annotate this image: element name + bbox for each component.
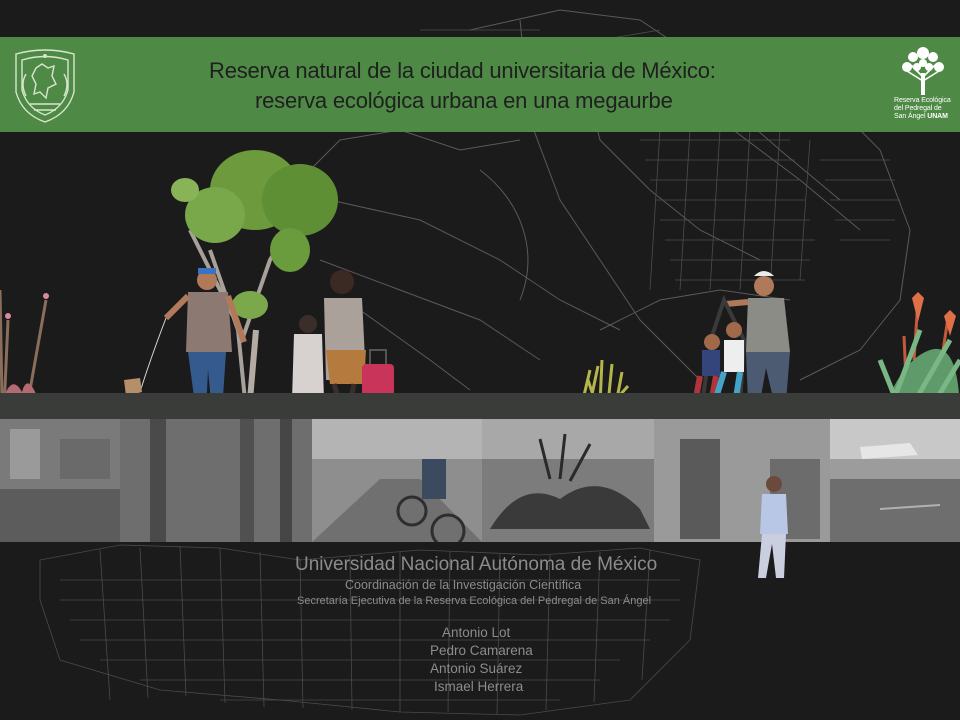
institution-name: Universidad Nacional Autónoma de México: [295, 554, 658, 575]
title-block: [209, 56, 829, 116]
reserve-logo: [892, 43, 954, 129]
unam-seal-icon: [8, 44, 82, 126]
reserve-logo-line-3-prefix: San Ángel: [894, 113, 928, 120]
tree-icon: [895, 43, 951, 97]
title-line-1: Reserva natural de la ciudad universitaria de México:: [209, 58, 716, 83]
reserve-logo-line-3: [894, 113, 954, 121]
woman-walking-figure: [740, 474, 800, 584]
agave-plant-left: [0, 290, 56, 410]
secretariat-name: Secretaría Ejecutiva de la Reserva Ecológica del Pedregal de San Ángel: [297, 595, 652, 607]
coordination-name: Coordinación de la Investigación Científica: [345, 578, 582, 592]
reserve-logo-line-1: Reserva Ecológica: [894, 97, 951, 104]
man-walking-dog: [124, 268, 244, 412]
author-name: Pedro Camarena: [430, 643, 533, 658]
authors-list: [430, 624, 590, 696]
title-line-2: reserva ecológica urbana en una megaurbe: [255, 88, 673, 113]
ground-band: [0, 393, 960, 419]
collage-figures: [0, 140, 960, 420]
man-with-stroller: [696, 271, 790, 413]
author-name: Antonio Lot: [442, 625, 511, 640]
women-walking: [292, 270, 394, 406]
reserve-logo-unam: UNAM: [927, 113, 948, 120]
photo-strip: [0, 419, 960, 542]
credits-block: [295, 553, 695, 609]
author-name: Ismael Herrera: [434, 679, 524, 694]
header-band: [0, 37, 960, 132]
reserve-logo-line-2: del Pedregal de: [894, 105, 942, 112]
author-name: Antonio Suárez: [430, 661, 523, 676]
